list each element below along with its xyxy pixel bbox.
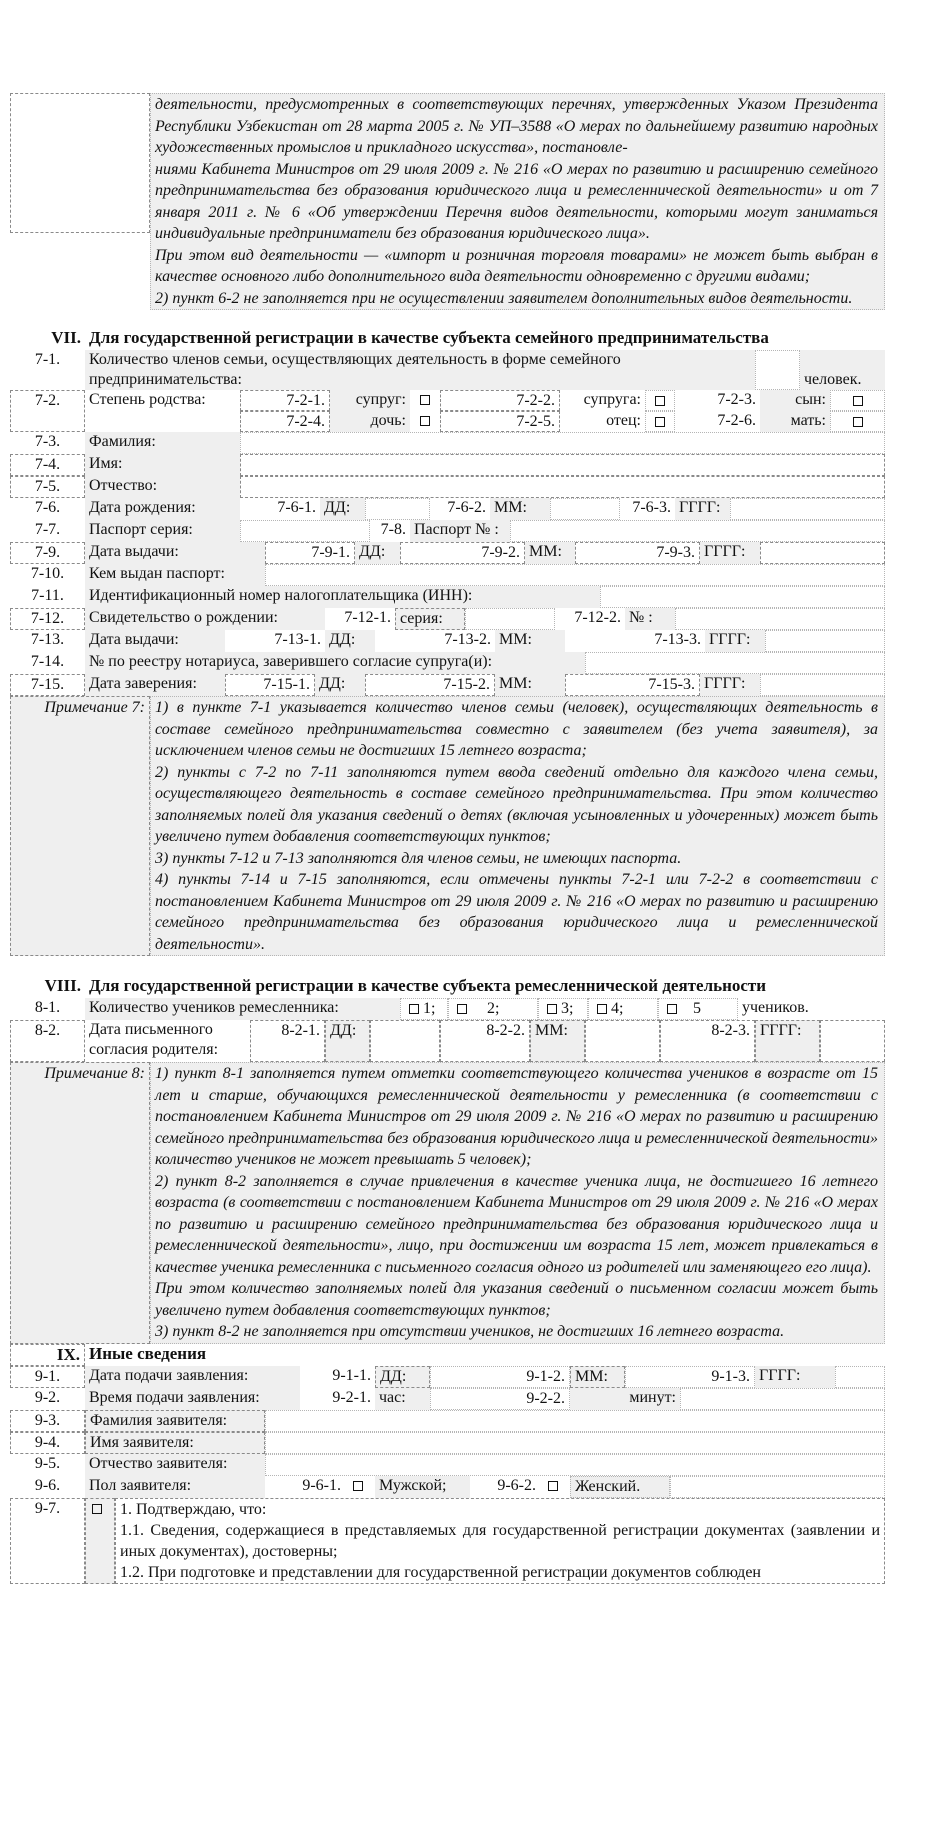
- section-title: Иные сведения: [89, 1343, 207, 1363]
- certification-date-label: Дата заверения:: [85, 674, 225, 696]
- note-label: Примечание 8:: [10, 1062, 150, 1344]
- row-number: 7-2.: [10, 390, 85, 432]
- checkbox-icon: [548, 1481, 558, 1491]
- checkbox-icon: [457, 1004, 467, 1014]
- row-8-1: 8-1. Количество учеников ремесленника: 1; 2; 3; 4; 5 учеников.: [10, 998, 885, 1020]
- surname-input[interactable]: [240, 432, 885, 454]
- row-7-6: 7-6. Дата рождения: 7-6-1. ДД: 7-6-2. ММ: 7-6-3. ГГГГ:: [10, 498, 885, 520]
- mother-checkbox[interactable]: [830, 411, 885, 432]
- patronymic-label: Отчество:: [85, 476, 240, 498]
- consent-month-input[interactable]: [585, 1020, 660, 1062]
- note-label: Примечание 7:: [10, 696, 150, 956]
- row-9-4: 9-4. Имя заявителя:: [10, 1432, 885, 1454]
- row-7-4: 7-4. Имя:: [10, 454, 885, 476]
- applicant-name-label: Имя заявителя:: [85, 1432, 265, 1454]
- row-7-13: 7-13. Дата выдачи: 7-13-1. ДД: 7-13-2. ММ: 7-13-3. ГГГГ:: [10, 630, 885, 652]
- checkbox-icon: [853, 396, 863, 406]
- birth-certificate-label: Свидетельство о рождении:: [85, 608, 325, 630]
- issue-year-input[interactable]: [760, 542, 885, 564]
- checkbox-icon: [597, 1004, 607, 1014]
- daughter-checkbox[interactable]: [410, 411, 440, 432]
- checkbox-icon: [853, 417, 863, 427]
- section-8-header: [10, 976, 885, 998]
- section-number: IX.: [10, 1344, 85, 1366]
- checkbox-icon: [92, 1504, 102, 1514]
- registration-form-page: [10, 93, 885, 1584]
- apprentice-count-1-option[interactable]: 1;: [400, 998, 448, 1020]
- apprentice-count-5-option[interactable]: 5: [658, 998, 738, 1020]
- birth-day-input[interactable]: [365, 498, 430, 520]
- first-name-label: Имя:: [85, 454, 240, 476]
- certificate-issue-date-label: Дата выдачи:: [85, 630, 225, 652]
- top-note-row: [10, 93, 885, 310]
- checkbox-icon: [409, 1004, 419, 1014]
- row-9-2: 9-2. Время подачи заявления: 9-2-1. час: 9-2-2. минут:: [10, 1388, 885, 1410]
- top-note-left-blank: [10, 93, 150, 233]
- certification-year-input[interactable]: [760, 674, 885, 696]
- checkbox-icon: [353, 1481, 363, 1491]
- section-7-header: [10, 328, 885, 350]
- row-number: 7-1.: [34, 351, 61, 368]
- spouse-male-checkbox[interactable]: [410, 390, 440, 411]
- section-number: VII.: [51, 328, 81, 347]
- row-7-3: 7-3. Фамилия:: [10, 432, 885, 454]
- row-9-1: 9-1. Дата подачи заявления: 9-1-1. ДД: 9-1-2. ММ: 9-1-3. ГГГГ:: [10, 1366, 885, 1388]
- apprentice-count-2-option[interactable]: 2;: [448, 998, 538, 1020]
- row-7-9: 7-9. Дата выдачи: 7-9-1. ДД: 7-9-2. ММ: 7-9-3. ГГГГ:: [10, 542, 885, 564]
- applicant-gender-label: Пол заявителя:: [85, 1476, 265, 1498]
- row-9-3: 9-3. Фамилия заявителя:: [10, 1410, 885, 1432]
- certificate-series-input[interactable]: [465, 608, 555, 630]
- section-number: VIII.: [44, 976, 81, 995]
- section-9-header: [10, 1344, 885, 1366]
- passport-number-label: Паспорт № :: [410, 520, 510, 542]
- checkbox-icon: [420, 416, 430, 426]
- section-title: Для государственной регистрации в качестве субъекта ремесленнической деятельности: [89, 976, 767, 995]
- female-checkbox[interactable]: [540, 1476, 570, 1498]
- son-checkbox[interactable]: [830, 390, 885, 411]
- row-7-11: 7-11. Идентификационный номер налогоплательщика (ИНН):: [10, 586, 885, 608]
- applicant-name-input[interactable]: [265, 1432, 885, 1454]
- top-note-text: деятельности, предусмотренных в соответствующих перечнях, утвержденных Указом Президента Республики Узбекистан от 28 марта 2005 г. № УП–3588 «О мерах по дальнейшему развитию народных художественных промыслов и прикладного искусства», постановле- ниями Кабинета Министров от 29 июля 2009 г. № 216 «О мерах по развитию и расширению семейного предпринимательства без образования юридического лица и ремесленнической деятельности» и от 7 января 2011 г. № 6 «Об утверждении Перечня видов деятельности, которыми могут заниматься индивидуальные предприниматели без образования юридического лица». При этом вид деятельности — «импорт и розничная торговля товарами» не может быть выбран в качестве основного либо дополнительного вида деятельности одновременно с другими видами; 2) пункт 6-2 не заполняется при не осуществлении заявителем дополнительных видов деятельности.: [150, 93, 885, 310]
- male-option-label: Мужской;: [375, 1476, 470, 1498]
- confirmation-text: 1. Подтверждаю, что: 1.1. Сведения, содержащиеся в представляемых для государственной регистрации документах (заявлении и иных документах), достоверны; 1.2. При подготовке и представлении для государственной регистрации документов соблюден: [115, 1498, 885, 1584]
- certificate-issue-year-input[interactable]: [765, 630, 885, 652]
- birth-month-input[interactable]: [550, 498, 620, 520]
- parent-consent-date-label: Дата письменного согласия родителя:: [89, 1021, 219, 1058]
- tin-input[interactable]: [600, 586, 885, 608]
- row-7-15: 7-15. Дата заверения: 7-15-1. ДД: 7-15-2. ММ: 7-15-3. ГГГГ:: [10, 674, 885, 696]
- passport-series-input[interactable]: [240, 520, 370, 542]
- consent-year-input[interactable]: [820, 1020, 885, 1062]
- spouse-female-checkbox[interactable]: [645, 390, 675, 411]
- applicant-surname-label: Фамилия заявителя:: [85, 1410, 265, 1432]
- notary-register-label: № по реестру нотариуса, заверившего согласие супруга(и):: [85, 652, 585, 674]
- male-checkbox[interactable]: [345, 1476, 375, 1498]
- first-name-input[interactable]: [240, 454, 885, 476]
- section-title: Для государственной регистрации в качестве субъекта семейного предпринимательства: [89, 328, 769, 347]
- kinship-label: Степень родства:: [89, 391, 206, 408]
- note-text: 1) пункт 8-1 заполняется путем отметки соответствующего количества учеников в возрасте от 15 лет и старше, обучающихся ремесленнической деятельности у ремесленника (в соответствии с постановлением Кабинета Министров от 29 июля 2009 г. № 216 «О мерах по развитию и расширению семейного предпринимательства без образования юридического лица и ремесленнической деятельности» количество учеников не может превышать 5 человек); 2) пункт 8-2 заполняется в случае привлечения в качестве ученика лица, не достигшего 16 летнего возраста (в соответствии с постановлением Кабинета Министров от 29 июля 2009 г. № 216 «О мерах по развитию и расширению семейного предпринимательства без образования юридического лица и ремесленнической деятельности», лицо, при достижении им возраста 15 лет, может привлекаться в качестве ученика ремесленника с письменного согласия одного из родителей или заменяющего его лица). При этом количество заполняемых полей для указания сведений о письменном согласии может быть увеличено путем добавления соответствующих пунктов; 3) пункт 8-2 не заполняется при отсутствии учеников, не достигших 16 летнего возраста.: [150, 1062, 885, 1344]
- apprentice-count-3-option[interactable]: 3;: [538, 998, 588, 1020]
- row-7-5: 7-5. Отчество:: [10, 476, 885, 498]
- consent-day-input[interactable]: [370, 1020, 440, 1062]
- row-7-1: [10, 350, 885, 390]
- applicant-patronymic-label: Отчество заявителя:: [85, 1454, 265, 1476]
- certificate-number-input[interactable]: [675, 608, 885, 630]
- row-9-7: 9-7. 1. Подтверждаю, что: 1.1. Сведения, содержащиеся в представляемых для государственной регистрации документах (заявлении и иных документах), достоверны; 1.2. При подготовке и представлении для государственной регистрации документов соблюден: [10, 1498, 885, 1584]
- unit-label: учеников.: [742, 999, 809, 1016]
- submission-date-label: Дата подачи заявления:: [85, 1366, 300, 1388]
- father-checkbox[interactable]: [645, 411, 675, 432]
- row-7-10: 7-10. Кем выдан паспорт:: [10, 564, 885, 586]
- unit-label: человек.: [800, 350, 885, 390]
- family-members-count-label: Количество членов семьи, осуществляющих деятельность в форме семейного предпринимательства:: [85, 350, 755, 390]
- surname-label: Фамилия:: [85, 432, 240, 454]
- birth-year-input[interactable]: [730, 498, 885, 520]
- note-8: [10, 1062, 885, 1344]
- patronymic-input[interactable]: [240, 476, 885, 498]
- kinship-grid: 7-2-1. супруг: 7-2-2. супруга: 7-2-3. сын: 7-2-4. дочь: 7-2-5. отец: 7-2-6. мать:: [240, 390, 885, 432]
- note-text: 1) в пункте 7-1 указывается количество членов семьи (человек), осуществляющих деятельность в составе семейного предпринимательства совместно с заявителем (без учета заявителя), за исключением членов семьи не достигших 15 летнего возраста; 2) пункты с 7-2 по 7-11 заполняются путем ввода сведений отдельно для каждого члена семьи, осуществляющего деятельность в составе семейного предпринимательства. При этом количество заполняемых полей для указания сведений о детях (включая усыновленных и удочеренных) может быть увеличено путем добавления соответствующих пунктов; 3) пункты 7-12 и 7-13 заполняются для членов семьи, не имеющих паспорта. 4) пункты 7-14 и 7-15 заполняются, если отмечены пункты 7-2-1 или 7-2-2 в соответствии с постановлением Кабинета Министров от 29 июля 2009 г. № 216 «О мерах по развитию и расширению семейного предпринимательства без образования юридического лица и ремесленнической деятельности».: [150, 696, 885, 956]
- birth-date-label: Дата рождения:: [85, 498, 240, 520]
- issue-date-label: Дата выдачи:: [85, 542, 265, 564]
- confirmation-checkbox[interactable]: [85, 1498, 115, 1584]
- row-7-14: 7-14. № по реестру нотариуса, заверившего согласие супруга(и):: [10, 652, 885, 674]
- applicant-surname-input[interactable]: [265, 1410, 885, 1432]
- checkbox-icon: [667, 1004, 677, 1014]
- row-9-6: 9-6. Пол заявителя: 9-6-1. Мужской; 9-6-2. Женский.: [10, 1476, 885, 1498]
- submission-minutes-input[interactable]: [680, 1388, 885, 1410]
- row-9-5: 9-5. Отчество заявителя:: [10, 1454, 885, 1476]
- row-7-2: [10, 390, 885, 432]
- passport-series-label: Паспорт серия:: [85, 520, 240, 542]
- checkbox-icon: [655, 396, 665, 406]
- submission-time-label: Время подачи заявления:: [85, 1388, 300, 1410]
- apprentice-count-label: Количество учеников ремесленника:: [85, 998, 400, 1020]
- family-members-count-input[interactable]: [755, 350, 800, 390]
- row-7-12: 7-12. Свидетельство о рождении: 7-12-1. серия: 7-12-2. № :: [10, 608, 885, 630]
- checkbox-icon: [547, 1004, 557, 1014]
- female-option-label: Женский.: [570, 1476, 670, 1498]
- tin-label: Идентификационный номер налогоплательщика (ИНН):: [85, 586, 600, 608]
- checkbox-icon: [655, 417, 665, 427]
- row-7-7: 7-7. Паспорт серия: 7-8. Паспорт № :: [10, 520, 885, 542]
- submission-year-input[interactable]: [835, 1366, 885, 1388]
- apprentice-count-4-option[interactable]: 4;: [588, 998, 658, 1020]
- row-8-2: 8-2. Дата письменного согласия родителя: 8-2-1. ДД: 8-2-2. ММ: 8-2-3. ГГГГ:: [10, 1020, 885, 1062]
- note-7: [10, 696, 885, 956]
- issued-by-input[interactable]: [265, 564, 885, 586]
- passport-number-input[interactable]: [510, 520, 885, 542]
- issued-by-label: Кем выдан паспорт:: [85, 564, 265, 586]
- notary-register-input[interactable]: [585, 652, 885, 674]
- applicant-patronymic-input[interactable]: [265, 1454, 885, 1476]
- checkbox-icon: [420, 395, 430, 405]
